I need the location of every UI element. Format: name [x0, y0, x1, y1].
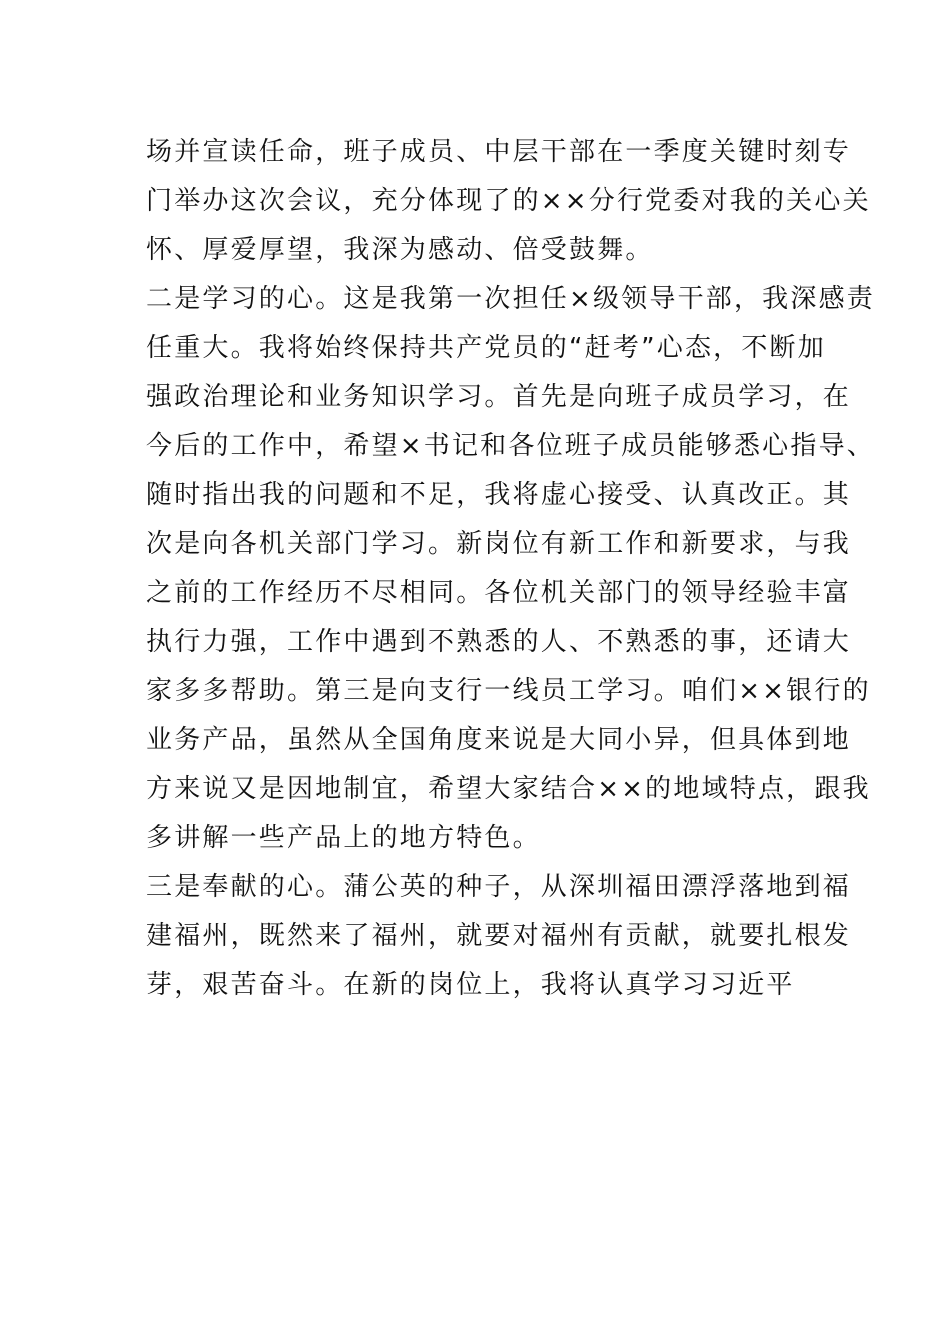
- text-line: 次是向各机关部门学习。新岗位有新工作和新要求，与我: [146, 529, 852, 559]
- text-line: 怀、厚爱厚望，我深为感动、倍受鼓舞。: [146, 235, 654, 265]
- text-line: 任重大。我将始终保持共产党员的“赶考”心态，不断加: [146, 333, 826, 363]
- text-line: 强政治理论和业务知识学习。首先是向班子成员学习，在: [146, 382, 852, 412]
- text-line: 执行力强，工作中遇到不熟悉的人、不熟悉的事，还请大: [146, 627, 852, 657]
- text-line: 家多多帮助。第三是向支行一线员工学习。咱们××银行的: [146, 676, 871, 706]
- text-line: 建福州，既然来了福州，就要对福州有贡献，就要扎根发: [146, 921, 852, 951]
- text-line: 业务产品，虽然从全国角度来说是大同小异，但具体到地: [146, 725, 852, 755]
- text-line: 场并宣读任命，班子成员、中层干部在一季度关键时刻专: [146, 137, 852, 167]
- text-line: 芽，艰苦奋斗。在新的岗位上，我将认真学习习近平: [146, 970, 795, 1000]
- text-line: 三是奉献的心。蒲公英的种子，从深圳福田漂浮落地到福: [146, 872, 852, 902]
- text-line: 二是学习的心。这是我第一次担任×级领导干部，我深感责: [146, 284, 875, 314]
- text-line: 多讲解一些产品上的地方特色。: [146, 823, 541, 853]
- text-line: 之前的工作经历不尽相同。各位机关部门的领导经验丰富: [146, 578, 852, 608]
- text-line: 今后的工作中，希望×书记和各位班子成员能够悉心指导、: [146, 431, 875, 461]
- text-line: 方来说又是因地制宜，希望大家结合××的地域特点，跟我: [146, 774, 871, 804]
- text-line: 随时指出我的问题和不足，我将虚心接受、认真改正。其: [146, 480, 852, 510]
- text-line: 门举办这次会议，充分体现了的××分行党委对我的关心关: [146, 186, 871, 216]
- body-text: [146, 128, 875, 1010]
